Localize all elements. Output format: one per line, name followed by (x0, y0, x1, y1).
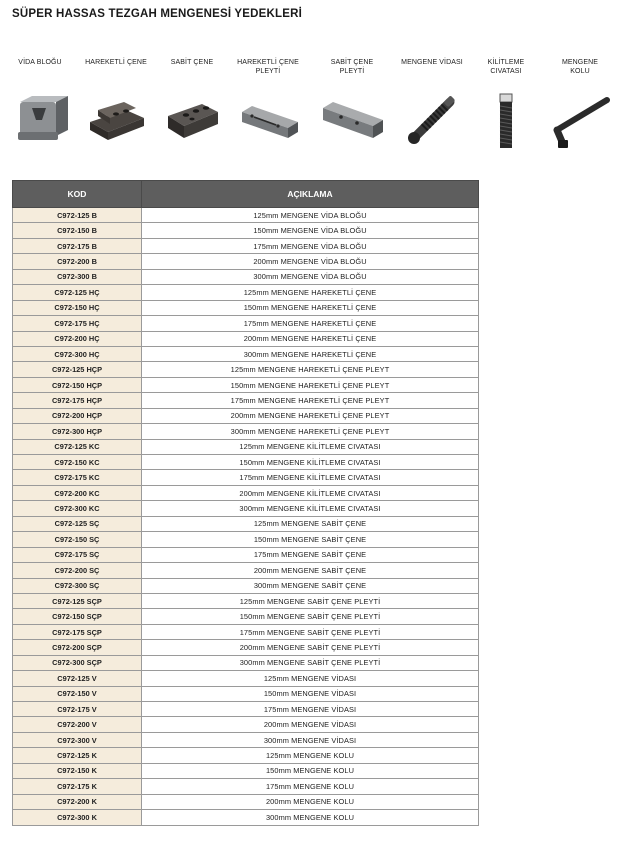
part-code-cell: C972-300 B (13, 269, 142, 284)
part-code-cell: C972-300 HÇ (13, 346, 142, 361)
part-description-cell: 125mm MENGENE SABİT ÇENE (142, 516, 479, 531)
part-code-cell: C972-200 B (13, 254, 142, 269)
movable-jaw-plate-icon (232, 92, 304, 152)
product-label-line2: CIVATASI (490, 68, 522, 75)
product-label-line2: PLEYTİ (339, 68, 365, 75)
product-label-line2: PLEYTİ (255, 68, 281, 75)
part-description-cell: 150mm MENGENE SABİT ÇENE (142, 532, 479, 547)
product-fixed-jaw (156, 58, 228, 78)
part-description-cell: 300mm MENGENE HAREKETLİ ÇENE (142, 346, 479, 361)
part-code-cell: C972-175 HÇP (13, 393, 142, 408)
table-row (13, 285, 479, 300)
table-row (13, 763, 479, 778)
table-row (13, 223, 479, 238)
part-code-cell: C972-150 KC (13, 455, 142, 470)
part-code-cell: C972-300 HÇP (13, 424, 142, 439)
table-row (13, 254, 479, 269)
table-row (13, 794, 479, 809)
part-code-cell: C972-150 B (13, 223, 142, 238)
table-row (13, 702, 479, 717)
part-code-cell: C972-125 V (13, 671, 142, 686)
part-code-cell: C972-200 SÇP (13, 640, 142, 655)
part-description-cell: 200mm MENGENE VİDASI (142, 717, 479, 732)
table-row (13, 717, 479, 732)
part-code-cell: C972-150 SÇ (13, 532, 142, 547)
part-description-cell: 300mm MENGENE HAREKETLİ ÇENE PLEYT (142, 424, 479, 439)
part-code-cell: C972-300 V (13, 732, 142, 747)
product-movable-jaw (80, 58, 152, 78)
table-row (13, 686, 479, 701)
table-row (13, 408, 479, 423)
part-code-cell: C972-125 KC (13, 439, 142, 454)
table-row (13, 316, 479, 331)
product-label: MENGENE (561, 59, 599, 66)
part-description-cell: 125mm MENGENE KOLU (142, 748, 479, 763)
table-row (13, 547, 479, 562)
product-locking-bolt (470, 58, 542, 78)
product-label: MENGENE VİDASI (401, 59, 463, 66)
part-code-cell: C972-300 KC (13, 501, 142, 516)
part-description-cell: 150mm MENGENE HAREKETLİ ÇENE (142, 300, 479, 315)
product-vise-handle (544, 58, 616, 78)
table-row (13, 748, 479, 763)
product-label-line2: KOLU (570, 68, 590, 75)
part-description-cell: 125mm MENGENE KİLİTLEME CIVATASI (142, 439, 479, 454)
product-label: KİLİTLEME (487, 59, 525, 66)
part-description-cell: 300mm MENGENE SABİT ÇENE PLEYTİ (142, 655, 479, 670)
table-row (13, 655, 479, 670)
product-label: HAREKETLİ ÇENE (85, 59, 147, 66)
parts-table (12, 180, 479, 826)
table-row (13, 439, 479, 454)
part-description-cell: 300mm MENGENE KOLU (142, 810, 479, 825)
part-code-cell: C972-150 SÇP (13, 609, 142, 624)
part-code-cell: C972-125 SÇP (13, 593, 142, 608)
part-description-cell: 175mm MENGENE VİDASI (142, 702, 479, 717)
part-code-cell: C972-300 SÇP (13, 655, 142, 670)
product-label: HAREKETLİ ÇENE (237, 59, 299, 66)
movable-jaw-icon (80, 92, 152, 152)
part-code-cell: C972-175 SÇP (13, 624, 142, 639)
vise-block-icon (4, 92, 76, 152)
part-description-cell: 200mm MENGENE SABİT ÇENE PLEYTİ (142, 640, 479, 655)
part-description-cell: 150mm MENGENE HAREKETLİ ÇENE PLEYT (142, 377, 479, 392)
table-row (13, 331, 479, 346)
part-code-cell: C972-200 SÇ (13, 563, 142, 578)
table-row (13, 593, 479, 608)
table-row (13, 563, 479, 578)
part-description-cell: 300mm MENGENE VİDA BLOĞU (142, 269, 479, 284)
part-code-cell: C972-175 B (13, 238, 142, 253)
product-vise-block (4, 58, 76, 78)
part-code-cell: C972-125 HÇP (13, 362, 142, 377)
product-vise-screw (396, 58, 468, 78)
product-fixed-jaw-plate (316, 58, 388, 78)
part-description-cell: 300mm MENGENE VİDASI (142, 732, 479, 747)
table-row (13, 377, 479, 392)
part-code-cell: C972-125 B (13, 208, 142, 223)
product-label: SABİT ÇENE (170, 59, 214, 66)
part-code-cell: C972-200 HÇP (13, 408, 142, 423)
fixed-jaw-icon (156, 92, 228, 152)
part-description-cell: 125mm MENGENE HAREKETLİ ÇENE (142, 285, 479, 300)
fixed-jaw-plate-icon (316, 92, 388, 152)
table-row (13, 424, 479, 439)
table-row (13, 470, 479, 485)
part-description-cell: 125mm MENGENE HAREKETLİ ÇENE PLEYT (142, 362, 479, 377)
table-row (13, 238, 479, 253)
part-description-cell: 150mm MENGENE VİDA BLOĞU (142, 223, 479, 238)
product-label: VİDA BLOĞU (18, 59, 62, 66)
table-row (13, 362, 479, 377)
product-label: SABİT ÇENE (330, 59, 374, 66)
part-code-cell: C972-175 SÇ (13, 547, 142, 562)
part-description-cell: 175mm MENGENE HAREKETLİ ÇENE (142, 316, 479, 331)
part-description-cell: 300mm MENGENE KİLİTLEME CIVATASI (142, 501, 479, 516)
part-code-cell: C972-150 HÇP (13, 377, 142, 392)
table-row (13, 393, 479, 408)
part-code-cell: C972-200 V (13, 717, 142, 732)
part-code-cell: C972-300 K (13, 810, 142, 825)
part-code-cell: C972-200 KC (13, 485, 142, 500)
table-row (13, 609, 479, 624)
table-header-row (13, 181, 479, 208)
part-description-cell: 175mm MENGENE VİDA BLOĞU (142, 238, 479, 253)
locking-bolt-icon (470, 92, 542, 152)
table-row (13, 485, 479, 500)
part-description-cell: 200mm MENGENE KİLİTLEME CIVATASI (142, 485, 479, 500)
part-description-cell: 300mm MENGENE SABİT ÇENE (142, 578, 479, 593)
part-code-cell: C972-125 HÇ (13, 285, 142, 300)
table-row (13, 208, 479, 223)
part-code-cell: C972-200 K (13, 794, 142, 809)
column-header-code: KOD (13, 181, 142, 208)
product-movable-jaw-plate (232, 58, 304, 78)
part-description-cell: 175mm MENGENE KOLU (142, 779, 479, 794)
table-row (13, 532, 479, 547)
part-code-cell: C972-175 HÇ (13, 316, 142, 331)
part-description-cell: 125mm MENGENE SABİT ÇENE PLEYTİ (142, 593, 479, 608)
part-code-cell: C972-125 K (13, 748, 142, 763)
column-header-description: AÇIKLAMA (142, 181, 479, 208)
part-description-cell: 150mm MENGENE VİDASI (142, 686, 479, 701)
part-description-cell: 150mm MENGENE KİLİTLEME CIVATASI (142, 455, 479, 470)
table-row (13, 346, 479, 361)
table-row (13, 732, 479, 747)
part-description-cell: 175mm MENGENE SABİT ÇENE (142, 547, 479, 562)
part-code-cell: C972-300 SÇ (13, 578, 142, 593)
table-row (13, 779, 479, 794)
part-description-cell: 150mm MENGENE SABİT ÇENE PLEYTİ (142, 609, 479, 624)
table-row (13, 640, 479, 655)
part-code-cell: C972-175 KC (13, 470, 142, 485)
part-description-cell: 200mm MENGENE HAREKETLİ ÇENE (142, 331, 479, 346)
table-row (13, 300, 479, 315)
table-row (13, 671, 479, 686)
part-description-cell: 200mm MENGENE SABİT ÇENE (142, 563, 479, 578)
table-body (13, 208, 479, 826)
part-code-cell: C972-175 V (13, 702, 142, 717)
part-code-cell: C972-200 HÇ (13, 331, 142, 346)
part-code-cell: C972-125 SÇ (13, 516, 142, 531)
part-code-cell: C972-150 HÇ (13, 300, 142, 315)
table-row (13, 578, 479, 593)
part-description-cell: 125mm MENGENE VİDASI (142, 671, 479, 686)
part-code-cell: C972-150 V (13, 686, 142, 701)
table-row (13, 269, 479, 284)
part-description-cell: 175mm MENGENE HAREKETLİ ÇENE PLEYT (142, 393, 479, 408)
vise-handle-icon (544, 92, 616, 152)
page-title: SÜPER HASSAS TEZGAH MENGENESİ YEDEKLERİ (12, 8, 303, 20)
part-description-cell: 200mm MENGENE KOLU (142, 794, 479, 809)
part-description-cell: 200mm MENGENE HAREKETLİ ÇENE PLEYT (142, 408, 479, 423)
table-row (13, 810, 479, 825)
part-code-cell: C972-175 K (13, 779, 142, 794)
table-row (13, 501, 479, 516)
part-description-cell: 150mm MENGENE KOLU (142, 763, 479, 778)
vise-screw-icon (396, 92, 468, 152)
part-code-cell: C972-150 K (13, 763, 142, 778)
product-strip (4, 58, 620, 168)
part-description-cell: 175mm MENGENE KİLİTLEME CIVATASI (142, 470, 479, 485)
part-description-cell: 175mm MENGENE SABİT ÇENE PLEYTİ (142, 624, 479, 639)
table-row (13, 624, 479, 639)
part-description-cell: 200mm MENGENE VİDA BLOĞU (142, 254, 479, 269)
table-row (13, 516, 479, 531)
table-row (13, 455, 479, 470)
part-description-cell: 125mm MENGENE VİDA BLOĞU (142, 208, 479, 223)
